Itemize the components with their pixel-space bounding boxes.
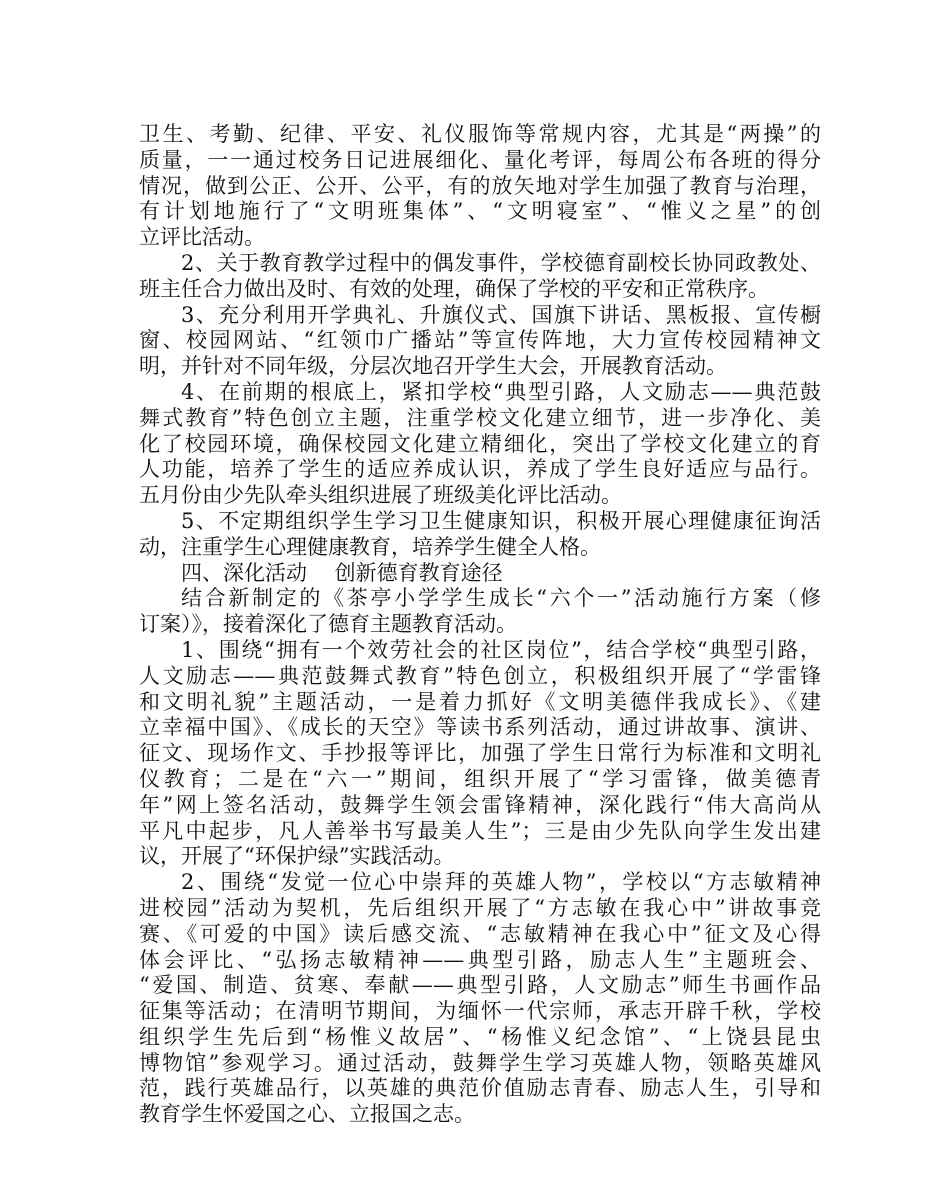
text-line: 班主任合力做出及时、有效的处理，确保了学校的平安和正常秩序。 xyxy=(139,276,769,301)
text-line: 平凡中起步，凡人善举书写最美人生”；三是由少先队向学生发出建 xyxy=(139,818,821,843)
paragraph xyxy=(139,303,821,380)
text-line: 议，开展了“环保护绿”实践活动。 xyxy=(139,844,455,869)
text-line: 人功能，培养了学生的适应养成认识，养成了学生良好适应与品行。 xyxy=(139,457,821,482)
text-line: 明，并针对不同年级，分层次地召开学生大会，开展教育活动。 xyxy=(139,354,727,379)
paragraph xyxy=(139,561,821,587)
text-line: 立评比活动。 xyxy=(139,225,265,250)
paragraph xyxy=(139,251,821,303)
paragraph xyxy=(139,638,821,870)
text-line: 窗、校园网站、“红领巾广播站”等宣传阵地，大力宣传校园精神文 xyxy=(139,328,821,353)
text-line: 博物馆”参观学习。通过活动，鼓舞学生学习英雄人物，领略英雄风 xyxy=(139,1050,821,1075)
text-line: 五月份由少先队牵头组织进展了班级美化评比活动。 xyxy=(139,483,622,508)
document-body xyxy=(139,122,821,1128)
text-line: 体会评比、“弘扬志敏精神——典型引路，励志人生”主题班会、 xyxy=(139,947,821,972)
text-line: 范，践行英雄品行，以英雄的典范价值励志青春、励志人生，引导和 xyxy=(139,1076,821,1101)
text-line: 征集等活动；在清明节期间，为缅怀一代宗师，承志开辟千秋，学校 xyxy=(139,999,821,1024)
text-line: 仪教育；二是在“六一”期间，组织开展了“学习雷锋，做美德青 xyxy=(139,766,821,791)
paragraph xyxy=(139,122,821,251)
text-line: 订案）》，接着深化了德育主题教育活动。 xyxy=(139,612,517,637)
text-line: 和文明礼貌”主题活动，一是着力抓好《文明美德伴我成长》、《建 xyxy=(139,689,821,714)
text-line: 2、关于教育教学过程中的偶发事件，学校德育副校长协同政教处、 xyxy=(181,250,821,275)
text-line: 四、深化活动 创新德育教育途径 xyxy=(181,560,503,585)
paragraph xyxy=(139,870,821,1128)
text-line: 立幸福中国》、《成长的天空》等读书系列活动，通过讲故事、演讲、 xyxy=(139,715,821,740)
text-line: 进校园”活动为契机，先后组织开展了“方志敏在我心中”讲故事竞 xyxy=(139,895,821,920)
text-line: 化了校园环境，确保校园文化建立精细化，突出了学校文化建立的育 xyxy=(139,431,821,456)
text-line: 3、充分利用开学典礼、升旗仪式、国旗下讲话、黑板报、宣传橱 xyxy=(181,302,821,327)
paragraph xyxy=(139,380,821,509)
text-line: 4、在前期的根底上，紧扣学校“典型引路，人文励志——典范鼓 xyxy=(181,379,821,404)
text-line: 组织学生先后到“杨惟义故居”、“杨惟义纪念馆”、“上饶县昆虫 xyxy=(139,1024,821,1049)
text-line: 人文励志——典范鼓舞式教育”特色创立，积极组织开展了“学雷锋 xyxy=(139,663,821,688)
text-line: 动，注重学生心理健康教育，培养学生健全人格。 xyxy=(139,534,601,559)
text-line: 情况，做到公正、公开、公平，有的放矢地对学生加强了教育与治理， xyxy=(139,173,821,198)
text-line: 征文、现场作文、手抄报等评比，加强了学生日常行为标准和文明礼 xyxy=(139,741,821,766)
text-line: 2、围绕“发觉一位心中崇拜的英雄人物”，学校以“方志敏精神 xyxy=(181,870,821,895)
text-line: 年”网上签名活动，鼓舞学生领会雷锋精神，深化践行“伟大高尚从 xyxy=(139,792,821,817)
text-line: “爱国、制造、贫寒、奉献——典型引路，人文励志”师生书画作品 xyxy=(139,973,821,998)
text-line: 质量，一一通过校务日记进展细化、量化考评，每周公布各班的得分 xyxy=(139,147,821,172)
text-line: 教育学生怀爱国之心、立报国之志。 xyxy=(139,1102,475,1127)
text-line: 赛、《可爱的中国》读后感交流、“志敏精神在我心中”征文及心得 xyxy=(139,921,821,946)
paragraph xyxy=(139,509,821,561)
text-line: 舞式教育”特色创立主题，注重学校文化建立细节，进一步净化、美 xyxy=(139,405,821,430)
paragraph xyxy=(139,586,821,638)
text-line: 5、不定期组织学生学习卫生健康知识，积极开展心理健康征询活 xyxy=(181,508,821,533)
text-line: 卫生、考勤、纪律、平安、礼仪服饰等常规内容，尤其是“两操”的 xyxy=(139,122,821,146)
text-line: 有计划地施行了“文明班集体”、“文明寝室”、“惟义之星”的创 xyxy=(139,199,821,224)
text-line: 1、围绕“拥有一个效劳社会的社区岗位”，结合学校“典型引路， xyxy=(181,637,821,662)
text-line: 结合新制定的《茶亭小学学生成长“六个一”活动施行方案（修 xyxy=(181,586,821,611)
